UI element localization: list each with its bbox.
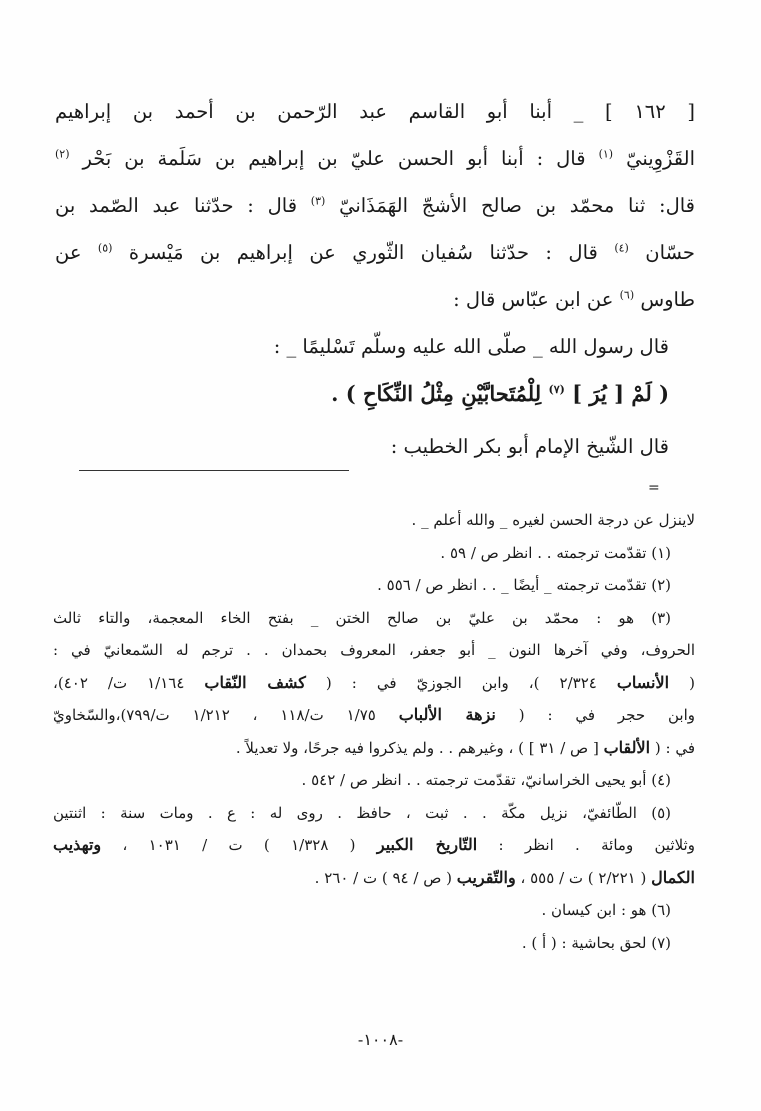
hadith-matn-end: لِلْمُتَحابَّيْنِ مِثْلُ النِّكَاحِ ) . [331,381,542,406]
book-tahdhib: وتهذيب [53,835,102,854]
shaykh-khatib-line: قال الشّيخ الإمام أبو بكر الخطيب : [390,435,669,458]
footnote-5-line-3 [53,862,695,895]
footnote-ref-1[interactable]: (١) [598,147,614,161]
book-taqrib: والتّقريب [456,867,516,887]
footnote-ref-4[interactable]: (٤) [614,241,629,255]
text-line-2-content: قال : أبنا أبو الحسن عليّ بن إبراهيم بن سَلَمة بن بَحْر [82,147,586,170]
ref-text: وابن حجر في : ( [518,706,695,724]
footnote-3-line-4 [53,699,695,732]
text-line-8 [55,423,695,470]
footnote-ref-3[interactable]: (٣) [310,194,326,208]
text-line-4-content: قال : حدّثنا سُفيان الثّوري عن إبراهيم بن مَيْسرة [128,241,598,264]
footnote-2: (٢) تقدّمت ترجمته _ أيضًا _ . . انظر ص / ٥٥٦ . [377,576,671,594]
footnote-5-line-2 [53,829,695,862]
ref-text: ٢/٣٢٤ )، وابن الجوزيّ في : ( [325,673,597,692]
footnote-6: (٦) هو : ابن كيسان . [541,901,671,919]
hadith-matn-start: ( لَمْ [ يُرَ ] [572,381,669,406]
book-tarikh-kabir: التّاريخ الكبير [376,835,478,854]
ref-text: [ ص / ٣١ ] ) ، وغيرهم . . ولم يذكروا فيه جرحًا، ولا تعديلاً . [235,738,599,757]
ref-text: ( ص / ٩٤ ) ت / ٢٦٠ . [314,868,452,887]
text-line-3-start: قال: ثنا محمّد بن صالح الأشجّ الهَمَذَانيّ [339,194,695,217]
footnote-4: (٤) أبو يحيى الخراسانيّ، تقدّمت ترجمته . . انظر ص / ٥٤٢ . [301,771,671,789]
book-alalqab: الألقاب [603,737,651,757]
footnote-ref-7[interactable]: (٧) [548,383,565,396]
hadith-text [55,88,695,470]
footnote-divider [79,470,349,471]
continuation-mark: = [648,480,660,496]
hadith-matn [55,370,695,417]
text-line-4-end: عن [55,241,82,264]
ref-text: ( ٢/٢٢١ ) ت / ٥٥٥ ، [520,868,647,887]
ref-text: ١/١٦٤ ت/ ٤٠٢)، [53,673,185,692]
book-kamal: الكمال [651,867,695,887]
narrator-qazwini: القَزْوِينيّ [626,147,695,170]
footnote-ref-6[interactable]: (٦) [619,288,635,302]
footnotes [53,504,695,959]
narrator-tawus: طاوس [640,288,695,311]
text-line-4 [55,229,695,276]
footnote-ref-5[interactable]: (٥) [97,241,113,255]
text-line-6 [55,323,695,370]
text-line-1 [55,88,695,135]
footnote-ref-2[interactable]: (٢) [55,147,70,161]
text-line-1-content: [ ١٦٢ ] _ أبنا أبو القاسم عبد الرّحمن بن أحمد بن إبراهيم [55,100,695,123]
footnote-7: (٧) لحق بحاشية : ( أ ) . [521,933,671,952]
footnote-3-line-1: (٣) هو : محمّد بن عليّ بن صالح الختن _ بفتح الخاء المعجمة، والتاء ثالث [53,608,671,627]
paren: ( [689,673,695,692]
footnote-1: (١) تقدّمت ترجمته . . انظر ص / ٥٩ . [440,543,671,562]
ref-text: في : ( [654,738,695,757]
page-number: -١٠٠٨- [357,1030,404,1049]
text-line-5 [55,276,695,323]
footnote-continuation: لاينزل عن درجة الحسن لغيره _ والله أعلم _ . [411,511,695,529]
footnote-3-line-5 [53,732,695,765]
ref-text: ١/٧٥ ت/١١٨ ، ١/٢١٢ ت/٧٩٩)،والسّخاويّ [53,706,376,724]
ref-text: وثلاثين ومائة . انظر : [498,836,695,854]
text-line-5-content: عن ابن عبّاس قال : [453,288,614,311]
footnote-3-line-2: الحروف، وفي آخرها النون _ أبو جعفر، المعروف بحمدان . . ترجم له السّمعانيّ في : [53,641,695,659]
book-kashf-alniqab: كشف النّقاب [204,672,306,692]
ref-text: ( ١/٣٢٨ ) ت / ١٠٣١ ، [122,836,356,854]
book-ansab: الأنساب [616,672,670,692]
text-line-3-end: قال : حدّثنا عبد الصّمد بن [55,194,298,217]
book-nuzhat-alalbab: نزهة الألباب [398,705,496,724]
prophet-saying-intro: قال رسول الله _ صلّى الله عليه وسلّم تَسْليمًا _ : [273,335,669,358]
text-line-2 [55,135,695,182]
narrator-hassan: حسّان [645,241,695,264]
footnote-5-line-1: (٥) الطّائفيّ، نزيل مكّة . . ثبت ، حافظ . روى له : ع . ومات سنة : اثنتين [53,803,671,822]
text-line-3 [55,182,695,229]
footnote-3-line-3 [53,667,695,700]
